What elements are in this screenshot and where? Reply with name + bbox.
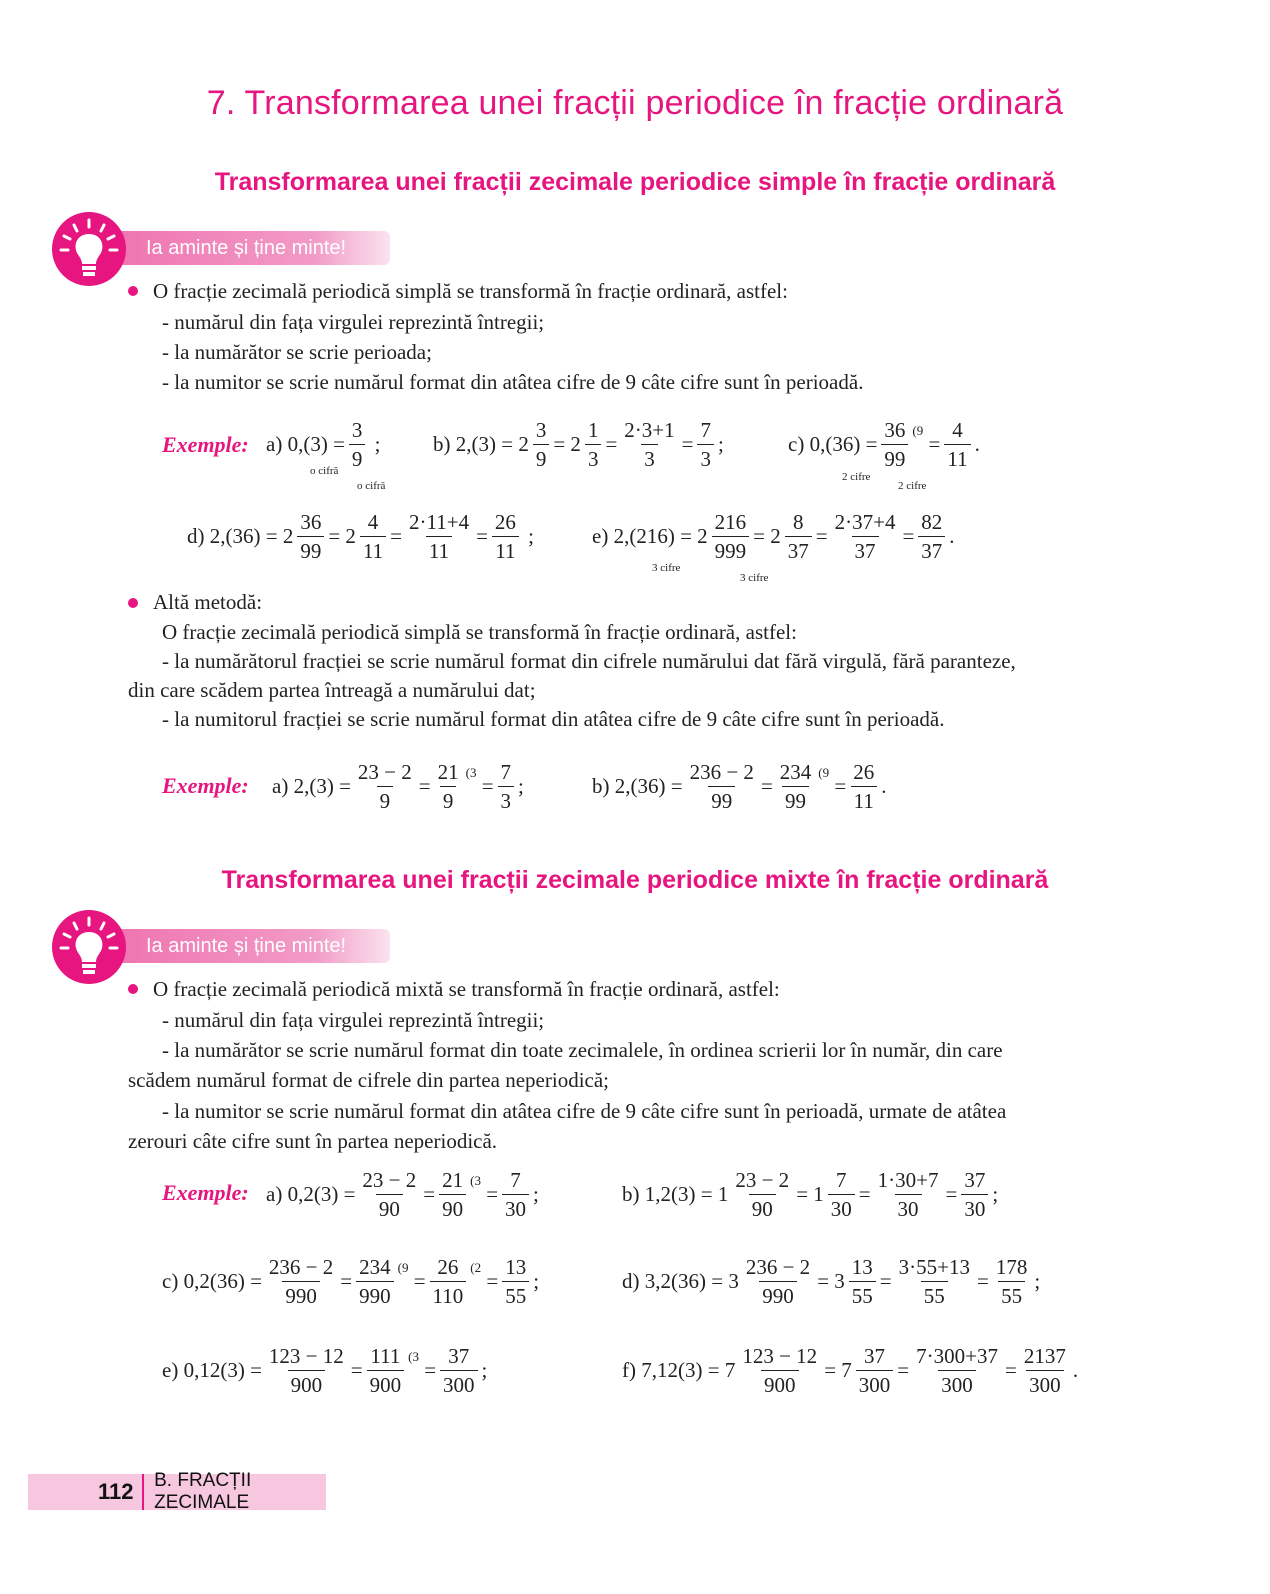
tip-banner-text: Ia aminte și ține minte! [146, 935, 347, 957]
bullet-marker [128, 286, 138, 296]
rule-line: - la numitor se scrie numărul format din atâtea cifre de 9 câte cifre sunt în perioadă. [162, 370, 864, 394]
example-a: a) 0,(3) = $\frac{3}{9}$ ; [266, 418, 381, 471]
mixed-example-d: d) 3,2(36) = 3 $\frac{236 - 2}{990}$ = 3 $\frac{13}{55}$ = $\frac{3\cdot 55+13}{55}$ = $\frac{178}{55}$ ; [622, 1255, 1041, 1308]
tip-banner-text: Ia aminte și ține minte! [146, 237, 347, 259]
example-e: e) 2,(216) = 2 $\frac{216}{999}$ = 2 $\frac{8}{37}$ = $\frac{2\cdot 37+4}{37}$ = $\frac{82}{37}$ . [592, 510, 955, 563]
annotation: o cifră [310, 465, 339, 477]
lightbulb-icon [52, 910, 126, 984]
example-d: d) 2,(36) = 2 $\frac{36}{99}$ = 2 $\frac{4}{11}$ = $\frac{2\cdot 11+4}{11}$ = $\frac{26}{11}$ ; [187, 510, 535, 563]
rule-line: - la numitor se scrie numărul format din atâtea cifre de 9 câte cifre sunt în perioadă, urmate de atâtea [162, 1099, 1007, 1123]
tip-banner [88, 231, 390, 265]
annotation: 2 cifre [842, 471, 871, 483]
page-footer [28, 1470, 326, 1513]
bullet-marker [128, 598, 138, 608]
alt-example-b: b) 2,(36) = $\frac{236 - 2}{99}$ = $\frac{234}{99}$ (9 = $\frac{26}{11}$ . [592, 760, 887, 813]
rule-line: - la numărător se scrie perioada; [162, 340, 432, 364]
rule-line: scădem numărul format de cifrele din partea neperiodică; [128, 1068, 610, 1092]
alt-line: - la numărătorul fracției se scrie numărul format din cifrele numărului dat fără virgulă, fără paranteze, [162, 649, 1016, 673]
page-title: 7. Transformarea unei fracții periodice în fracție ordinară [206, 84, 1064, 122]
examples-label: Exemple: [162, 1180, 249, 1205]
page-number: 112 [98, 1479, 134, 1504]
lightbulb-icon [52, 212, 126, 286]
section2-heading: Transformarea unei fracții zecimale periodice mixte în fracție ordinară [221, 866, 1049, 894]
mixed-example-c: c) 0,2(36) = $\frac{236 - 2}{990}$ = $\frac{234}{990}$ (9 = $\frac{26}{110}$ (2 = $\frac{13}{55}$ ; [162, 1255, 540, 1308]
annotation: 3 cifre [652, 562, 681, 574]
alt-line: O fracție zecimală periodică simplă se transformă în fracție ordinară, astfel: [162, 620, 797, 644]
mixed-example-b: b) 1,2(3) = 1 $\frac{23 - 2}{90}$ = 1 $\frac{7}{30}$ = $\frac{1\cdot 30+7}{30}$ = $\frac{37}{30}$ ; [622, 1168, 999, 1221]
rule-line: - numărul din fața virgulei reprezintă întregii; [162, 310, 545, 334]
rule-intro: O fracție zecimală periodică simplă se transformă în fracție ordinară, astfel: [153, 279, 788, 303]
mixed-example-f: f) 7,12(3) = 7 $\frac{123 - 12}{900}$ = 7 $\frac{37}{300}$ = $\frac{7\cdot 300+37}{300}$ = $\frac{2137}{300}$ . [622, 1344, 1079, 1397]
annotation: o cifră [357, 480, 386, 492]
tip-banner [88, 929, 390, 963]
annotation: 3 cifre [740, 572, 769, 584]
alt-example-a: a) 2,(3) = $\frac{23 - 2}{9}$ = $\frac{21}{9}$ (3 = $\frac{7}{3}$ ; [272, 760, 524, 813]
bullet-marker [128, 984, 138, 994]
mixed-example-a: a) 0,2(3) = $\frac{23 - 2}{90}$ = $\frac{21}{90}$ (3 = $\frac{7}{30}$ ; [266, 1168, 539, 1221]
examples-label: Exemple: [162, 773, 249, 798]
alt-method-label: Altă metodă: [153, 590, 263, 614]
rule-intro: O fracție zecimală periodică mixtă se transformă în fracție ordinară, astfel: [153, 977, 780, 1001]
rule-line: - la numărător se scrie numărul format din toate zecimalele, în ordinea scrierii lor în număr, din care [162, 1038, 1003, 1062]
rule-line: zerouri câte cifre sunt în partea neperiodică. [128, 1129, 498, 1153]
footer-divider [142, 1474, 145, 1510]
example-c: c) 0,(36) = $\frac{36}{99}$ (9 = $\frac{4}{11}$ . [788, 418, 980, 471]
alt-line: din care scădem partea întreagă a numărului dat; [128, 678, 536, 702]
rule-line: - numărul din fața virgulei reprezintă întregii; [162, 1008, 545, 1032]
section1-heading: Transformarea unei fracții zecimale periodice simple în fracție ordinară [214, 168, 1056, 196]
annotation: 2 cifre [898, 480, 927, 492]
fraction: $\frac{3}{9}$ [349, 416, 366, 473]
alt-line: - la numitorul fracției se scrie numărul format din atâtea cifre de 9 câte cifre sunt în perioadă. [162, 707, 945, 731]
example-b: b) 2,(3) = 2 $\frac{3}{9}$ = 2 $\frac{1}{3}$ = $\frac{2\cdot 3+1}{3}$ = $\frac{7}{3}$ ; [433, 418, 724, 471]
expr-lhs: 0,(3) = [287, 432, 345, 456]
mixed-example-e: e) 0,12(3) = $\frac{123 - 12}{900}$ = $\frac{111}{900}$ (3 = $\frac{37}{300}$ ; [162, 1344, 488, 1397]
example-label: a) [266, 432, 283, 456]
examples-label: Exemple: [162, 432, 249, 457]
chapter-title: B. FRACȚII ZECIMALE [154, 1470, 252, 1513]
